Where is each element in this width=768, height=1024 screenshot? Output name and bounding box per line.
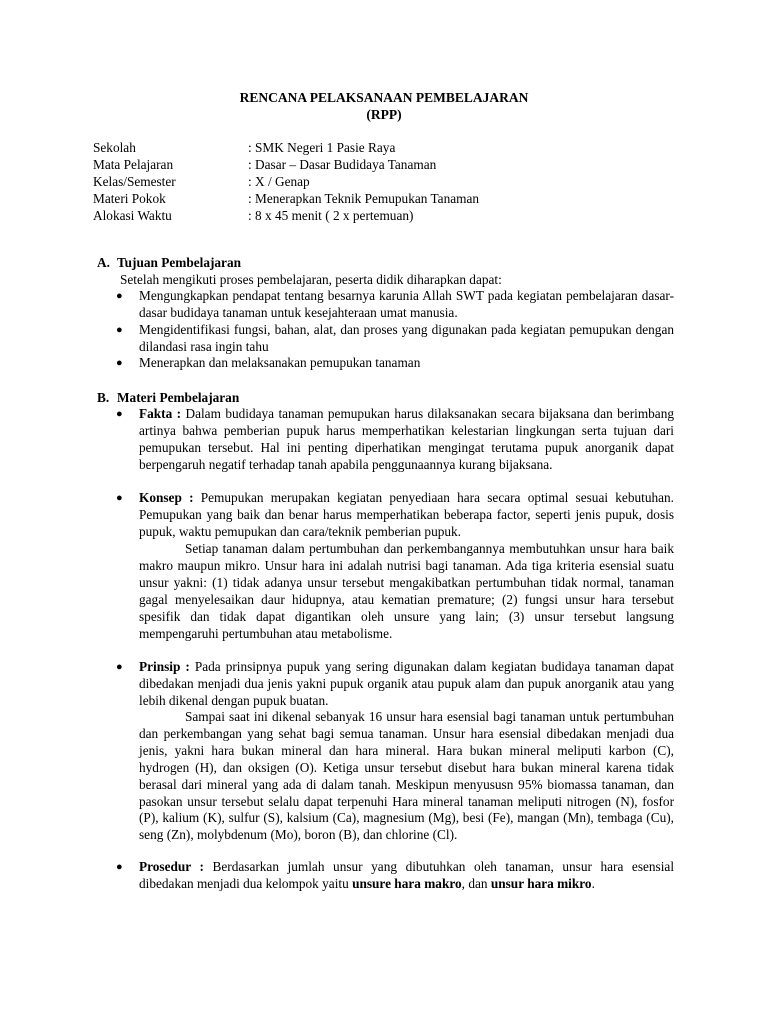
bullet-icon: ● (116, 492, 123, 504)
document-title: RENCANA PELAKSANAAN PEMBELAJARAN (239, 90, 529, 105)
bullet-icon: ● (116, 324, 123, 336)
meta-row-kelas-semester (93, 173, 693, 190)
prosedur-bold-makro: unsure hara makro (352, 875, 462, 891)
prosedur-bold-mikro: unsur hara mikro (490, 875, 592, 891)
objective-item: Mengidentifikasi fungsi, bahan, alat, dan proses yang digunakan pada kegiatan pemupukan dengan dilandasi rasa ingin tahu (139, 322, 674, 354)
meta-value: : SMK Negeri 1 Pasie Raya (248, 140, 396, 155)
meta-value: : Menerapkan Teknik Pemupukan Tanaman (248, 191, 480, 206)
meta-label: Kelas/Semester (93, 174, 176, 189)
fakta-label: Fakta : (139, 406, 182, 421)
meta-label: Sekolah (93, 140, 136, 155)
meta-label: Alokasi Waktu (93, 208, 172, 223)
prosedur-mid: , dan (461, 875, 491, 891)
konsep-label: Konsep : (139, 490, 194, 505)
fakta-text: Dalam budidaya tanaman pemupukan harus dilaksanakan secara bijaksana dan berimbang artinya bahwa pemberian pupuk harus memperhatikan kelestarian lingkungan serta tujuan dari pemupukan tersebut. Hal ini penting diperhatikan mengingat terutama pupuk anorganik dapat berpengaruh negatif terhadap tanah apabila penggunaannya kurang bijaksana. (139, 406, 675, 472)
prosedur-label: Prosedur : (139, 859, 204, 874)
section-title: Tujuan Pembelajaran (117, 255, 241, 270)
materi-konsep (139, 490, 674, 541)
bullet-icon: ● (116, 408, 123, 420)
prinsip-label: Prinsip : (139, 659, 190, 674)
konsep-text: Pemupukan merupakan kegiatan penyediaan hara secara optimal sesuai kebutuhan. Pemupukan yang baik dan benar harus memperhatikan beberapa factor, seperti jenis pupuk, dosis pupuk, waktu pemupukan dan cara/teknik pemberian pupuk. (139, 490, 674, 539)
prosedur-end: . (591, 875, 595, 891)
meta-label: Mata Pelajaran (93, 157, 174, 172)
objective-item: Menerapkan dan melaksanakan pemupukan tanaman (139, 355, 421, 370)
section-title: Materi Pembelajaran (117, 390, 240, 405)
meta-value: : Dasar – Dasar Budidaya Tanaman (248, 157, 437, 172)
materi-fakta (139, 406, 674, 474)
meta-row-materi-pokok (93, 190, 693, 207)
prosedur-text: Berdasarkan jumlah unsur yang dibutuhkan oleh tanaman, unsur hara esensial dibedakan menjadi dua kelompok yaitu (139, 859, 675, 891)
bullet-icon: ● (116, 290, 123, 302)
section-b-heading (97, 389, 239, 406)
bullet-icon: ● (116, 861, 123, 873)
document-subtitle: (RPP) (366, 107, 402, 122)
meta-row-alokasi-waktu (93, 207, 693, 224)
bullet-icon: ● (116, 661, 123, 673)
materi-prosedur (139, 859, 674, 893)
meta-label: Materi Pokok (93, 191, 166, 206)
meta-value: : 8 x 45 menit ( 2 x pertemuan) (248, 208, 414, 223)
section-letter: B. (97, 390, 110, 405)
prinsip-text: Pada prinsipnya pupuk yang sering digunakan dalam kegiatan budidaya tanaman dapat dibedakan menjadi dua jenis yakni pupuk organik atau pupuk alam dan pupuk anorganik atau yang lebih dikenal dengan pupuk buatan. (139, 659, 675, 708)
meta-row-sekolah (93, 139, 693, 156)
section-letter: A. (97, 255, 110, 270)
prinsip-paragraph-2: Sampai saat ini dikenal sebanyak 16 unsur hara esensial bagi tanaman untuk pertumbuhan dan perkembangan yang sehat bagi semua tanaman. Unsur hara esensial dibedakan menjadi dua jenis, yakni hara bukan mineral dan hara mineral. Hara bukan mineral meliputi karbon (C), hydrogen (H), dan oksigen (O). Ketiga unsur tersebut disebut hara bukan mineral karena tidak berasal dari mineral yang ada di dalam tanah. Meskipun menyususn 95% biomassa tanaman, dan pasokan unsur tersebut selalu dapat terpenuhi Hara mineral tanaman meliputi nitrogen (N), fosfor (P), kalium (K), sulfur (S), kalsium (Ca), magnesium (Mg), besi (Fe), mangan (Mn), tembaga (Cu), seng (Zn), molybdenum (Mo), boron (B), dan chlorine (Cl). (139, 709, 674, 843)
meta-value: : X / Genap (248, 174, 310, 189)
objective-item: Mengungkapkan pendapat tentang besarnya karunia Allah SWT pada kegiatan pembelajaran dasar-dasar budidaya tanaman untuk kesejahteraan umat manusia. (139, 288, 674, 320)
meta-row-mata-pelajaran (93, 156, 693, 173)
materi-prinsip (139, 659, 674, 710)
konsep-paragraph-2: Setiap tanaman dalam pertumbuhan dan perkembangannya membutuhkan unsur hara baik makro maupun mikro. Unsur hara ini adalah nutrisi bagi tanaman. Ada tiga kriteria esensial suatu unsur yakni: (1) tidak adanya unsur tersebut mengakibatkan pertumbuhan tidak normal, tanaman gagal menyelesaikan daur hidupnya, atau kematian premature; (2) fungsi unsur hara tersebut spesifik dan tidak dapat digantikan oleh unsure yang lain; (3) unsur tersebut langsung mempengaruhi pertumbuhan atau metabolisme. (139, 541, 674, 641)
section-a-intro: Setelah mengikuti proses pembelajaran, peserta didik diharapkan dapat: (120, 272, 502, 287)
bullet-icon: ● (116, 357, 123, 369)
section-a-heading (97, 254, 241, 271)
